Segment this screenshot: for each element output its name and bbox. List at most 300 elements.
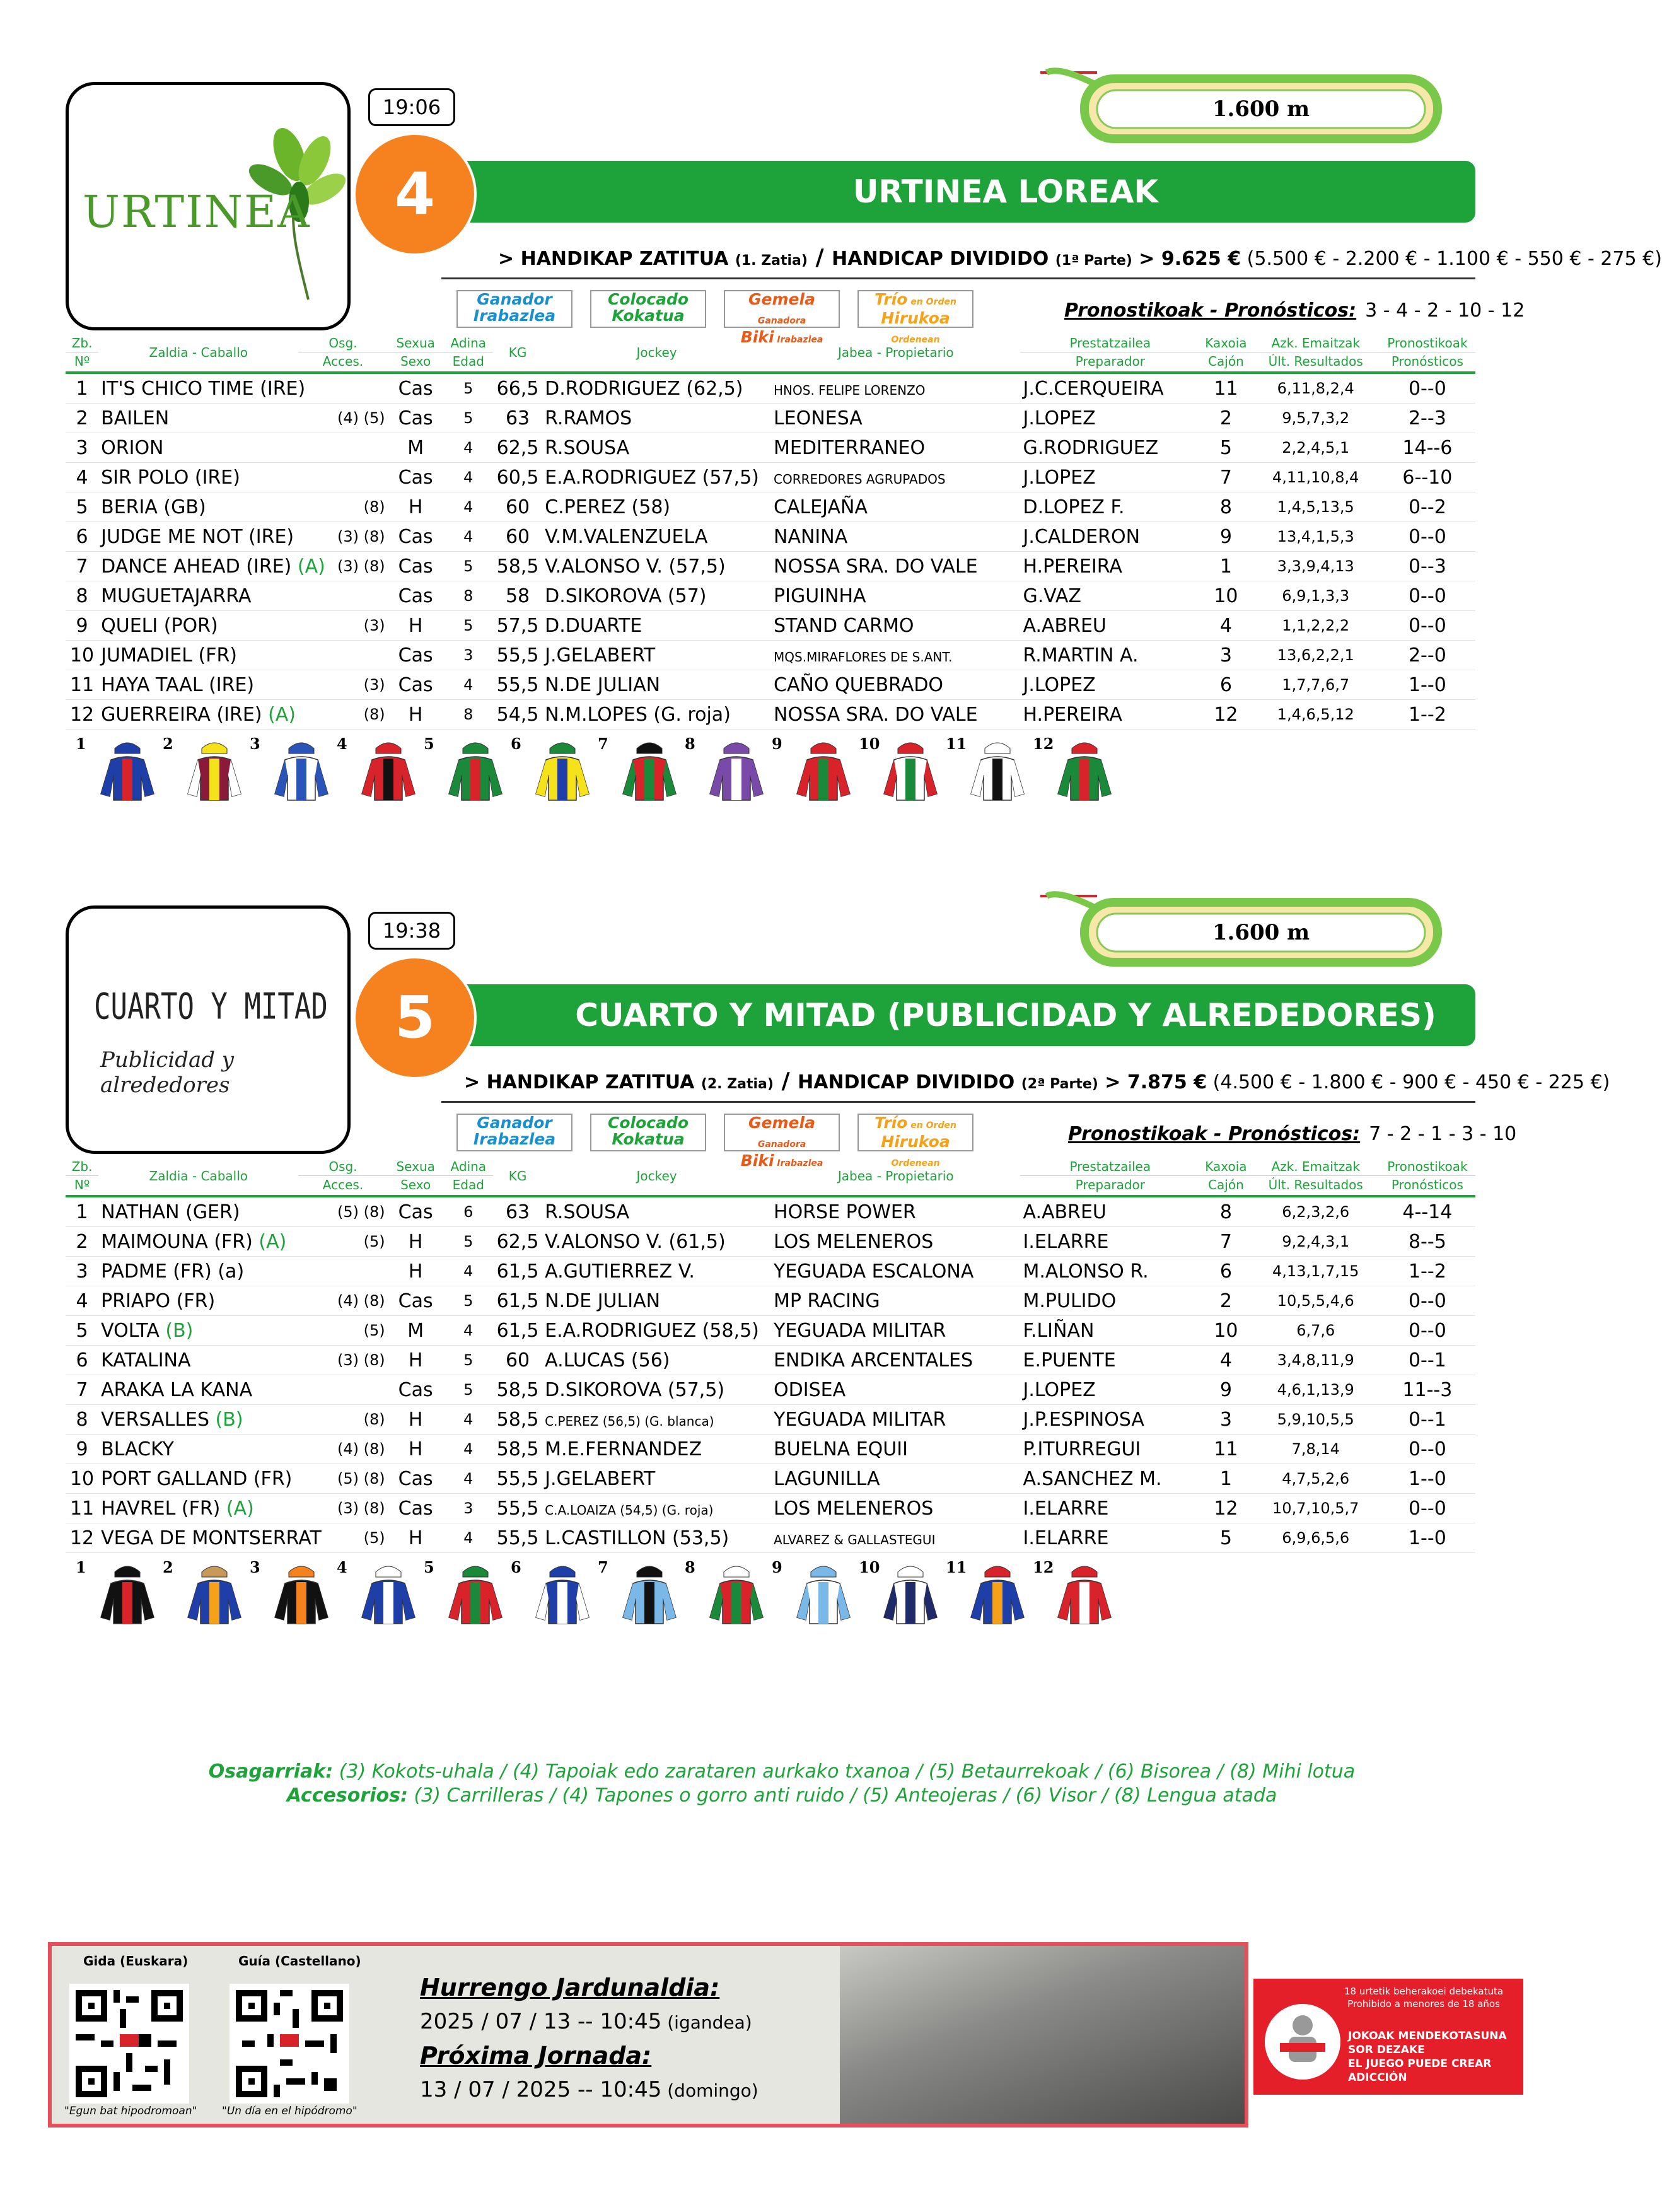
silk-number: 6 <box>511 1558 521 1576</box>
runner-row[interactable] <box>66 1227 1475 1257</box>
accessories <box>298 1464 387 1494</box>
silk-number: 4 <box>337 735 347 753</box>
age <box>444 463 493 492</box>
age-text: 8 <box>463 587 474 605</box>
bet-sub: en Orden <box>907 1121 956 1131</box>
runner-row[interactable] <box>66 641 1475 670</box>
runner-number-text: 8 <box>76 585 88 607</box>
trainer-text: I.ELARRE <box>1023 1497 1109 1520</box>
trainer-text: J.LOPEZ <box>1023 407 1096 429</box>
runner-number <box>66 641 98 670</box>
forecast-text: 0--0 <box>1408 1438 1446 1460</box>
bet-label-1 <box>458 1115 571 1131</box>
forecast <box>1380 1435 1475 1464</box>
forecast <box>1380 1523 1475 1553</box>
weight-text: 55,5 <box>496 644 539 667</box>
last-results <box>1252 1316 1380 1346</box>
runner-row[interactable] <box>66 581 1475 611</box>
bet-type-badge <box>590 1114 706 1151</box>
runner-row[interactable] <box>66 700 1475 730</box>
conditions-divider <box>441 277 1475 279</box>
jockey-silk-icon <box>270 740 333 803</box>
bet-label-1 <box>859 291 972 310</box>
age-text: 4 <box>463 1322 474 1339</box>
weight <box>493 463 542 492</box>
owner <box>771 1405 1020 1435</box>
sex <box>388 522 444 552</box>
jockey-silk <box>772 1558 860 1627</box>
stall-text: 1 <box>1219 555 1232 578</box>
stall <box>1200 492 1252 522</box>
forecast-value: 7 - 2 - 1 - 3 - 10 <box>1369 1123 1517 1145</box>
last-results <box>1252 700 1380 730</box>
sex-text: H <box>408 703 423 726</box>
jockey-silk-icon <box>705 740 768 803</box>
last-results-text: 4,11,10,8,4 <box>1272 469 1359 486</box>
accessories <box>298 1494 387 1523</box>
column-header <box>444 333 493 373</box>
horse-name <box>98 1196 298 1227</box>
bet-label-2 <box>458 1131 571 1148</box>
bet-type-badge <box>456 290 572 328</box>
warning-addiction-text: JOKOAK MENDEKOTASUNA SOR DEZAKE EL JUEGO PUEDE CREAR ADICCIÓN <box>1348 2030 1507 2084</box>
stall-text: 2 <box>1219 407 1232 429</box>
sex-text: Cas <box>398 673 433 696</box>
accessories <box>298 1405 387 1435</box>
jockey-silk <box>76 735 164 804</box>
last-results-text: 6,11,8,2,4 <box>1277 380 1354 397</box>
age-text: 5 <box>463 380 474 397</box>
sex-text: Cas <box>398 377 433 400</box>
runner-number <box>66 1316 98 1346</box>
jockey-silk-icon <box>531 740 594 803</box>
trainer <box>1020 670 1200 700</box>
guide-eu-label: Gida (Euskara) <box>83 1953 189 1969</box>
qr-code-eu[interactable] <box>69 1984 189 2104</box>
last-results <box>1252 1227 1380 1257</box>
stall <box>1200 373 1252 404</box>
sex-text: Cas <box>398 1467 433 1490</box>
runner-number-text: 8 <box>76 1408 88 1431</box>
stall <box>1200 581 1252 611</box>
header-label: Pronostikoak <box>1387 335 1468 351</box>
header-label: Pronostikoak <box>1387 1159 1468 1174</box>
owner-text: NANINA <box>774 525 848 548</box>
horse-name <box>98 404 298 433</box>
horse-name <box>98 611 298 641</box>
last-results-text: 4,13,1,7,15 <box>1272 1262 1359 1280</box>
jockey-silk <box>772 735 860 804</box>
coupled-entry-tag: (A) <box>262 703 296 726</box>
age <box>444 1227 493 1257</box>
owner <box>771 1227 1020 1257</box>
trainer <box>1020 1257 1200 1286</box>
stall <box>1200 433 1252 463</box>
logo-text: URTINEA <box>83 186 311 238</box>
trainer <box>1020 373 1200 404</box>
trainer <box>1020 700 1200 730</box>
sex-text: H <box>408 496 423 518</box>
sex-text: H <box>408 1260 423 1283</box>
sex <box>388 552 444 581</box>
trainer-text: D.LOPEZ F. <box>1023 496 1125 518</box>
jockey-silk-icon <box>444 1563 507 1626</box>
horse-name <box>98 670 298 700</box>
runner-row[interactable] <box>66 1464 1475 1494</box>
jockey-silk-icon <box>879 1563 942 1626</box>
bet-sub: Irabazlea <box>774 335 823 345</box>
runner-row[interactable] <box>66 552 1475 581</box>
header-label: Osg. <box>328 335 357 351</box>
column-header <box>493 333 542 373</box>
bet-name-alt: Biki <box>740 328 774 346</box>
jockey-silk <box>163 1558 251 1627</box>
bet-sub: Ganadora <box>757 316 806 326</box>
jockey-text: V.M.VALENZUELA <box>545 525 708 548</box>
weight-text: 66,5 <box>496 377 539 400</box>
accessories <box>298 1227 387 1257</box>
jockey <box>542 1375 771 1405</box>
weight-text: 61,5 <box>496 1289 539 1312</box>
owner <box>771 670 1020 700</box>
forecast-text: 0--3 <box>1408 555 1446 578</box>
trainer <box>1020 581 1200 611</box>
owner-text: ODISEA <box>774 1378 846 1401</box>
weight <box>493 433 542 463</box>
jockey-silk-icon <box>966 1563 1029 1626</box>
next-meeting-eu-label: Hurrengo Jardunaldia: <box>420 1974 720 2001</box>
race-time: 19:06 <box>368 88 455 126</box>
forecast <box>1380 404 1475 433</box>
stall <box>1200 522 1252 552</box>
header-sublabel: Nº <box>66 1175 98 1194</box>
horse-name-text: JUDGE ME NOT (IRE) <box>101 525 294 548</box>
sex-text: Cas <box>398 644 433 667</box>
sex <box>388 492 444 522</box>
weight <box>493 1196 542 1227</box>
jockey <box>542 1435 771 1464</box>
column-header <box>388 333 444 373</box>
conditions-p2s: (2ª Parte) <box>1021 1076 1098 1092</box>
jockey-silk-icon <box>792 1563 855 1626</box>
accessories-text: (3) <box>363 676 385 694</box>
table-header-row <box>66 333 1475 373</box>
trainer <box>1020 641 1200 670</box>
bet-label-2 <box>591 1131 705 1148</box>
weight <box>493 404 542 433</box>
horse-name <box>98 1227 298 1257</box>
owner-text: CAÑO QUEBRADO <box>774 673 944 696</box>
silk-number: 10 <box>859 735 880 753</box>
last-results-text: 3,4,8,11,9 <box>1277 1351 1354 1369</box>
forecast <box>1380 1494 1475 1523</box>
weight-text: 58,5 <box>496 1378 539 1401</box>
stall <box>1200 1523 1252 1553</box>
accessories <box>298 1435 387 1464</box>
weight <box>493 522 542 552</box>
owner <box>771 404 1020 433</box>
forecast <box>1380 552 1475 581</box>
horse-name <box>98 1346 298 1375</box>
age <box>444 433 493 463</box>
age <box>444 1375 493 1405</box>
jockey-silk-icon <box>357 1563 420 1626</box>
age-text: 4 <box>463 1470 474 1487</box>
runner-number <box>66 433 98 463</box>
accessories <box>298 1286 387 1316</box>
jockey-silk <box>337 735 425 804</box>
jockey-text: N.DE JULIAN <box>545 673 661 696</box>
runner-row[interactable] <box>66 1196 1475 1227</box>
forecast-text: 0--1 <box>1408 1408 1446 1431</box>
weight <box>493 1346 542 1375</box>
weight <box>493 700 542 730</box>
sex <box>388 641 444 670</box>
bet-name: Ganador <box>477 290 552 308</box>
forecast-label: Pronostikoak - Pronósticos: <box>1068 1123 1361 1145</box>
weight-text: 55,5 <box>496 673 539 696</box>
bet-name: Trío <box>875 1114 908 1132</box>
last-results-text: 9,5,7,3,2 <box>1282 409 1350 427</box>
conditions-p1: > HANDIKAP ZATITUA <box>498 248 735 270</box>
header-sublabel: Sexo <box>388 352 444 370</box>
jockey-silk <box>946 735 1034 804</box>
jockey-text: D.RODRIGUEZ (62,5) <box>545 377 743 400</box>
stall <box>1200 1316 1252 1346</box>
jockey-silk-icon <box>96 740 159 803</box>
forecast-text: 11--3 <box>1402 1378 1453 1401</box>
bet-label-2 <box>591 308 705 324</box>
jockey <box>542 1523 771 1553</box>
sex-text: H <box>408 1408 423 1431</box>
column-header <box>1252 1156 1380 1196</box>
last-results <box>1252 641 1380 670</box>
owner <box>771 1346 1020 1375</box>
age-text: 6 <box>463 1203 474 1221</box>
runner-row[interactable] <box>66 1405 1475 1435</box>
forecast <box>1380 641 1475 670</box>
age <box>444 700 493 730</box>
runner-number <box>66 522 98 552</box>
stall <box>1200 1375 1252 1405</box>
last-results <box>1252 463 1380 492</box>
age <box>444 404 493 433</box>
jockey <box>542 1286 771 1316</box>
jockey <box>542 1346 771 1375</box>
horse-name <box>98 641 298 670</box>
jockey <box>542 1257 771 1286</box>
conditions-p2s: (1ª Parte) <box>1055 253 1132 269</box>
trainer-text: M.PULIDO <box>1023 1289 1117 1312</box>
runner-row[interactable] <box>66 492 1475 522</box>
accessories <box>298 1196 387 1227</box>
header-sublabel: Cajón <box>1200 352 1252 370</box>
last-results-text: 1,4,6,5,12 <box>1277 706 1354 723</box>
stall-text: 9 <box>1219 1378 1232 1401</box>
coupled-entry-tag: (A) <box>291 555 325 578</box>
owner <box>771 1316 1020 1346</box>
forecast <box>1380 433 1475 463</box>
runner-row[interactable] <box>66 1523 1475 1553</box>
weight-text: 60 <box>505 496 530 518</box>
forecast <box>1380 1464 1475 1494</box>
bet-sub: Ganadora <box>757 1139 806 1150</box>
horse-name <box>98 552 325 581</box>
age-text: 5 <box>463 1233 474 1250</box>
runner-row[interactable] <box>66 1346 1475 1375</box>
race-time: 19:38 <box>368 912 455 950</box>
sex-text: Cas <box>398 525 433 548</box>
runner-row[interactable] <box>66 404 1475 433</box>
header-sublabel: Acces. <box>298 1175 387 1194</box>
stall-text: 7 <box>1219 1230 1232 1253</box>
jockey-silk <box>685 735 773 804</box>
runner-number <box>66 1435 98 1464</box>
track-diagram <box>1034 60 1456 142</box>
forecast <box>1380 1405 1475 1435</box>
jockey-silk-icon <box>792 740 855 803</box>
age <box>444 492 493 522</box>
accessories-text: (8) <box>363 1411 385 1428</box>
weight <box>493 1464 542 1494</box>
age-text: 4 <box>463 676 474 694</box>
horse-name-text: ARAKA LA KANA <box>101 1378 253 1401</box>
stall-text: 2 <box>1219 1289 1232 1312</box>
trainer-text: H.PEREIRA <box>1023 555 1122 578</box>
last-results-text: 6,2,3,2,6 <box>1282 1203 1350 1221</box>
runner-number <box>66 700 98 730</box>
jockey-silk <box>337 1558 425 1627</box>
weight-text: 58,5 <box>496 555 539 578</box>
weight <box>493 373 542 404</box>
horse-name-text: GUERREIRA (IRE) <box>101 703 262 726</box>
owner-text: LEONESA <box>774 407 863 429</box>
age <box>444 1316 493 1346</box>
owner-text: ENDIKA ARCENTALES <box>774 1349 973 1371</box>
weight <box>493 1494 542 1523</box>
sex <box>388 463 444 492</box>
column-header <box>493 1156 542 1196</box>
trainer <box>1020 463 1200 492</box>
sex-text: Cas <box>398 407 433 429</box>
trainer <box>1020 433 1200 463</box>
jockey <box>542 433 771 463</box>
header-label: Sexua <box>396 1159 435 1174</box>
runner-row[interactable] <box>66 1257 1475 1286</box>
sex-text: Cas <box>398 466 433 489</box>
weight <box>493 1286 542 1316</box>
owner-text: YEGUADA MILITAR <box>774 1319 946 1342</box>
forecast <box>1380 463 1475 492</box>
accessories-text: (5) <box>363 1233 385 1250</box>
horse-name <box>98 1257 298 1286</box>
next-meeting-eu-day: (igandea) <box>661 2012 752 2033</box>
runner-number-text: 7 <box>76 555 88 578</box>
stall-text: 5 <box>1219 1527 1232 1549</box>
age <box>444 1405 493 1435</box>
stall-text: 8 <box>1219 1201 1232 1223</box>
runner-row[interactable] <box>66 1494 1475 1523</box>
runner-number-text: 9 <box>76 614 88 637</box>
header-label: Zaldia - Caballo <box>149 344 248 360</box>
conditions-purse: > 9.625 € <box>1132 248 1241 270</box>
stall <box>1200 1286 1252 1316</box>
silk-number: 1 <box>76 1558 86 1576</box>
header-sublabel: Últ. Resultados <box>1252 352 1380 370</box>
accessories-text: (3) (8) <box>337 528 385 545</box>
header-label: Osg. <box>328 1159 357 1174</box>
coupled-entry-tag: (A) <box>220 1497 254 1520</box>
horse-name-text: HAYA TAAL (IRE) <box>101 673 255 696</box>
stall <box>1200 1227 1252 1257</box>
age <box>444 1196 493 1227</box>
sex <box>388 1227 444 1257</box>
runner-row[interactable] <box>66 522 1475 552</box>
runner-row[interactable] <box>66 463 1475 492</box>
accessories-text: (5) <box>363 1322 385 1339</box>
runner-row[interactable] <box>66 611 1475 641</box>
age-text: 4 <box>463 1529 474 1547</box>
no-minors-icon <box>1265 2004 1340 2080</box>
runner-row[interactable] <box>66 1316 1475 1346</box>
coupled-entry-tag: (B) <box>159 1319 194 1342</box>
forecast <box>1380 1196 1475 1227</box>
runner-row[interactable] <box>66 433 1475 463</box>
bet-name-alt: Irabazlea <box>473 306 556 325</box>
bet-name: Trío <box>875 290 908 308</box>
stall <box>1200 1196 1252 1227</box>
last-results-text: 6,9,1,3,3 <box>1282 587 1350 605</box>
accessories-text: (5) <box>363 1529 385 1547</box>
runner-row[interactable] <box>66 1286 1475 1316</box>
last-results <box>1252 522 1380 552</box>
accessories-text: (3) (8) <box>337 1351 385 1369</box>
silk-number: 1 <box>76 735 86 753</box>
age-text: 5 <box>463 557 474 575</box>
jockey-text: J.GELABERT <box>545 644 656 667</box>
accessories-text: (4) (5) <box>337 409 385 427</box>
accessories-text: (4) (8) <box>337 1440 385 1458</box>
accessories-text: (3) (8) <box>337 557 385 575</box>
header-sublabel: Últ. Resultados <box>1252 1175 1380 1194</box>
sex-text: H <box>408 1438 423 1460</box>
age-text: 5 <box>463 1381 474 1399</box>
runner-number <box>66 463 98 492</box>
jockey <box>542 1494 771 1523</box>
weight-text: 60 <box>505 1349 530 1371</box>
horse-name-text: SIR POLO (IRE) <box>101 466 240 489</box>
runner-row[interactable] <box>66 1435 1475 1464</box>
stall-text: 7 <box>1219 466 1232 489</box>
runner-row[interactable] <box>66 1375 1475 1405</box>
accessories <box>298 1316 387 1346</box>
stall-text: 1 <box>1219 1467 1232 1490</box>
bet-sub: Ordenean <box>891 1158 940 1168</box>
jockey <box>542 463 771 492</box>
runner-row[interactable] <box>66 373 1475 404</box>
silk-number: 10 <box>859 1558 880 1576</box>
jockey-text: C.PEREZ (58) <box>545 496 671 518</box>
jockey-silk <box>859 1558 947 1627</box>
header-label: Azk. Emaitzak <box>1271 1159 1361 1174</box>
weight <box>493 552 542 581</box>
runner-row[interactable] <box>66 670 1475 700</box>
horse-name <box>98 1494 298 1523</box>
last-results-text: 6,7,6 <box>1296 1322 1335 1339</box>
jockey-silk <box>250 1558 338 1627</box>
qr-code-es[interactable] <box>230 1984 349 2104</box>
accessories-text: (5) (8) <box>337 1470 385 1487</box>
